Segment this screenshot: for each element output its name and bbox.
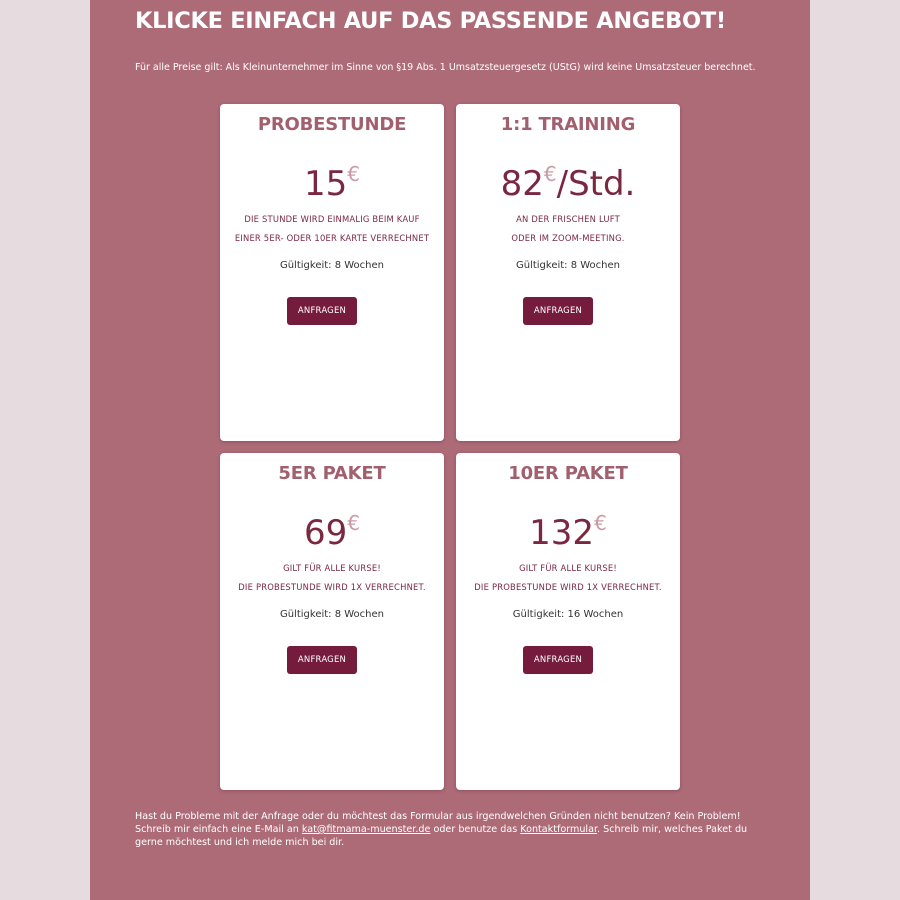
currency-symbol: € [543, 162, 557, 186]
description-line-2: DIE PROBESTUNDE WIRD 1X VERRECHNET. [474, 582, 662, 592]
card-validity: Gültigkeit: 8 Wochen [279, 260, 385, 271]
card-price [220, 152, 444, 206]
currency-symbol: € [594, 511, 607, 535]
price-value: 15 [304, 164, 348, 204]
price-value: 82 [500, 164, 544, 204]
footer-help-text [135, 810, 775, 849]
card-validity: Gültigkeit: 8 Wochen [515, 260, 621, 271]
price-value: 69 [304, 513, 348, 553]
card-price [456, 152, 680, 206]
description-line-1: DIE STUNDE WIRD EINMALIG BEIM KAUF [244, 214, 420, 224]
card-validity: Gültigkeit: 16 Wochen [512, 609, 624, 620]
contact-form-link[interactable]: Kontaktformular [520, 824, 598, 835]
price-unit: /Std. [556, 164, 636, 204]
card-price [220, 501, 444, 555]
description-line-1: AN DER FRISCHEN LUFT [516, 214, 620, 224]
offer-panel [90, 0, 810, 900]
description-line-2: DIE PROBESTUNDE WIRD 1X VERRECHNET. [238, 582, 426, 592]
card-title: PROBESTUNDE [257, 114, 407, 135]
request-button-training[interactable]: ANFRAGEN [523, 297, 593, 325]
card-validity: Gültigkeit: 8 Wochen [279, 609, 385, 620]
request-button-5er-paket[interactable]: ANFRAGEN [287, 646, 357, 674]
description-line-1: GILT FÜR ALLE KURSE! [283, 563, 381, 573]
page-title: KLICKE EINFACH AUF DAS PASSENDE ANGEBOT! [135, 8, 726, 34]
offer-card-probestunde [220, 104, 444, 441]
offer-card-10er-paket [456, 453, 680, 790]
offer-card-training [456, 104, 680, 441]
card-description [224, 210, 440, 248]
card-title: 5ER PAKET [278, 463, 386, 484]
card-title: 1:1 TRAINING [500, 114, 636, 135]
email-link[interactable]: kat@fitmama-muenster.de [301, 824, 431, 835]
description-line-1: GILT FÜR ALLE KURSE! [519, 563, 617, 573]
currency-symbol: € [347, 162, 360, 186]
footer-line-2-middle: oder benutze das [433, 824, 518, 835]
footer-line-1: Hast du Probleme mit der Anfrage oder du möchtest das Formular aus irgendwelchen Gründen nicht benutzen? Kein Problem! [135, 811, 741, 822]
tax-note: Für alle Preise gilt: Als Kleinunternehmer im Sinne von §19 Abs. 1 Umsatzsteuergesetz (UStG) wird keine Umsatzsteuer berechnet. [135, 62, 756, 73]
currency-symbol: € [347, 511, 360, 535]
card-description [224, 559, 440, 597]
price-value: 132 [529, 513, 595, 553]
offer-card-5er-paket [220, 453, 444, 790]
footer-line-2-end: . Schreib mir, welches Paket du gerne möchtest und ich melde mich bei dir. [135, 824, 748, 848]
card-description [460, 210, 676, 248]
description-line-2: EINER 5ER- ODER 10ER KARTE VERRECHNET [234, 233, 430, 243]
footer-line-2-start: Schreib mir einfach eine E-Mail an [135, 824, 299, 835]
card-title: 10ER PAKET [508, 463, 628, 484]
request-button-10er-paket[interactable]: ANFRAGEN [523, 646, 593, 674]
description-line-2: ODER IM ZOOM-MEETING. [511, 233, 625, 243]
request-button-probestunde[interactable]: ANFRAGEN [287, 297, 357, 325]
card-description [460, 559, 676, 597]
card-price [456, 501, 680, 555]
